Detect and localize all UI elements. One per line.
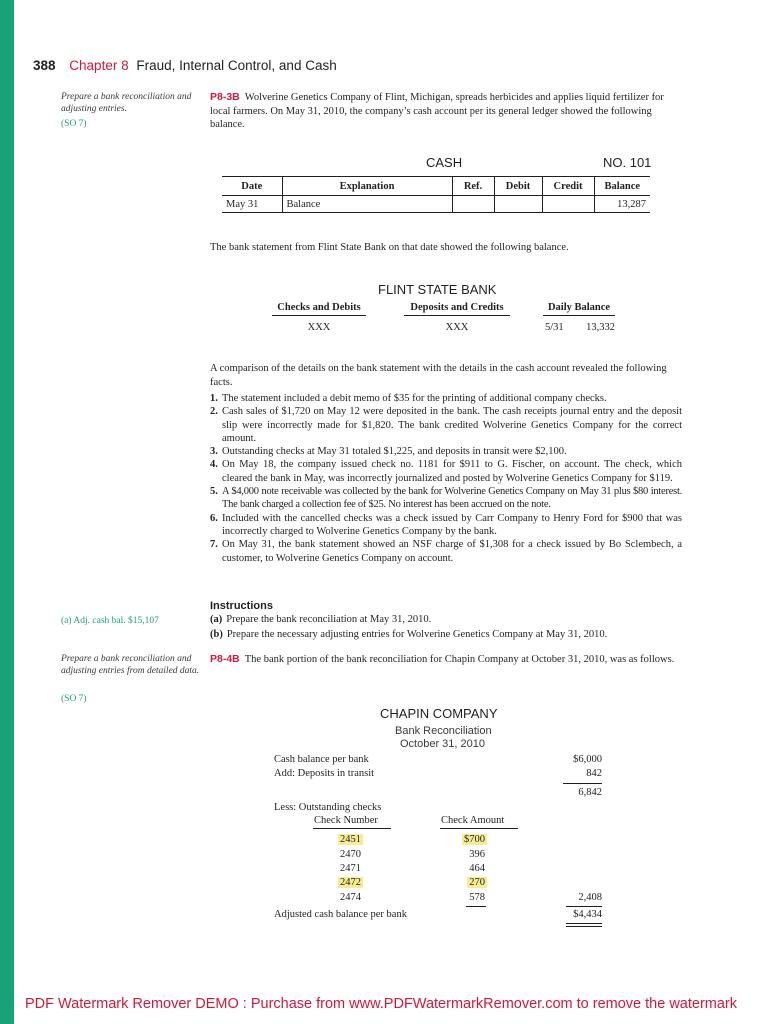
check-number: 2451	[340, 834, 361, 845]
checks-amount-rule	[466, 906, 486, 907]
col-header: Balance	[594, 177, 650, 196]
less-label: Less: Outstanding checks	[274, 802, 382, 813]
cash-balance-label: Cash balance per bank	[274, 754, 369, 765]
problem-label-3b: P8-3B	[210, 91, 240, 103]
fact-number: 4.	[210, 459, 218, 471]
chapter-label: Chapter 8	[69, 58, 129, 73]
bank-deposits-column	[404, 302, 510, 333]
facts-list	[210, 392, 682, 565]
table-row	[338, 834, 363, 845]
margin-so-4b: (SO 7)	[61, 694, 87, 704]
fact-text: Outstanding checks at May 31 totaled $1,225, and deposits in transit were $2,100.	[222, 446, 567, 458]
fact-number: 5.	[210, 486, 218, 498]
fact-text: On May 18, the company issued check no. 1181 for $911 to G. Fischer, on account. The check, which cleared the bank in May, was incorrectly journalized and posted by Wolverine Genetics Company for $119.	[222, 459, 682, 484]
bank-daily-value: 13,332	[586, 322, 615, 333]
bank-daily-row	[543, 322, 615, 333]
bank-checks-column	[272, 302, 366, 333]
check-amount: 270	[469, 877, 485, 888]
check-number: 2474	[340, 892, 361, 903]
table-row	[340, 863, 361, 874]
instruction-label: (a)	[210, 614, 223, 625]
list-item	[210, 512, 682, 539]
problem-3b-intro	[210, 91, 682, 132]
fact-number: 1.	[210, 393, 218, 404]
table-row	[340, 892, 361, 903]
chapter-title: Fraud, Internal Control, and Cash	[136, 58, 337, 73]
instruction-label: (b)	[210, 629, 223, 640]
col-header: Ref.	[452, 177, 494, 196]
subtotal-value: 6,842	[578, 787, 602, 798]
adjusted-value: $4,434	[573, 909, 602, 920]
double-rule-top	[566, 923, 602, 924]
cash-account-number: NO. 101	[603, 155, 652, 170]
cell-credit	[542, 196, 594, 213]
fact-number: 3.	[210, 446, 218, 458]
check-number: 2470	[340, 849, 361, 860]
comparison-intro: A comparison of the details on the bank statement with the details in the cash account revealed the following facts.	[210, 363, 667, 388]
bank-daily-header: Daily Balance	[543, 302, 615, 316]
page-header	[33, 58, 337, 73]
instruction-text: Prepare the necessary adjusting entries for Wolverine Genetics Company at May 31, 2010.	[226, 629, 608, 640]
subtotal-rule	[563, 783, 602, 784]
fact-number: 2.	[210, 406, 218, 418]
watermark-text: PDF Watermark Remover DEMO : Purchase from www.PDFWatermarkRemover.com to remove the watermark	[25, 996, 737, 1012]
reconciliation-subtitle: Bank Reconciliation	[395, 725, 492, 737]
double-rule-bottom	[566, 926, 602, 927]
problem-3b-text: Wolverine Genetics Company of Flint, Michigan, spreads herbicides and applies liquid fertilizer for local farmers. On May 31, 2010, the company’s cash account per its general ledger showed the following balance.	[210, 92, 664, 130]
bank-checks-value: XXX	[307, 322, 331, 333]
fact-text: Included with the cancelled checks was a check issued by Carr Company to Henry Ford for $900 that was incorrectly charged to Wolverine Genetics Company by the bank.	[222, 512, 682, 537]
adjusted-label: Adjusted cash balance per bank	[274, 909, 407, 920]
fact-text: The statement included a debit memo of $35 for the printing of additional company checks.	[222, 393, 607, 404]
deposits-label: Add: Deposits in transit	[274, 768, 375, 779]
check-amount-rule	[440, 828, 518, 829]
margin-objective-4b: Prepare a bank reconciliation and adjusting entries from detailed data.	[61, 654, 200, 676]
list-item	[210, 392, 682, 405]
problem-4b-intro	[210, 653, 682, 667]
checks-total-value: 2,408	[578, 892, 602, 903]
cell-date: May 31	[222, 196, 282, 213]
table-row	[467, 877, 487, 888]
check-amount-header: Check Amount	[441, 815, 505, 826]
table-row	[469, 863, 485, 874]
check-number: 2472	[340, 877, 361, 888]
cell-balance: 13,287	[594, 196, 650, 213]
list-item	[210, 405, 682, 445]
cell-debit	[494, 196, 542, 213]
page-edge-bar	[0, 0, 14, 1024]
cell-ref	[452, 196, 494, 213]
col-header: Debit	[494, 177, 542, 196]
bank-checks-header: Checks and Debits	[272, 302, 366, 316]
problem-label-4b: P8-4B	[210, 653, 240, 665]
reconciliation-date: October 31, 2010	[400, 738, 486, 750]
check-amount: 578	[469, 892, 485, 903]
bank-deposits-value: XXX	[445, 322, 469, 333]
bank-title: FLINT STATE BANK	[378, 282, 497, 297]
col-header: Explanation	[282, 177, 452, 196]
col-header: Credit	[542, 177, 594, 196]
cash-account-title: CASH	[426, 155, 463, 170]
bank-intro: The bank statement from Flint State Bank on that date showed the following balance.	[210, 242, 569, 253]
instructions-heading: Instructions	[210, 600, 273, 612]
list-item	[210, 538, 682, 565]
check-amount: $700	[464, 834, 485, 845]
cash-ledger-table	[222, 176, 650, 213]
list-item	[210, 445, 682, 458]
bank-daily-column	[543, 302, 615, 333]
checks-total-rule	[566, 906, 602, 907]
problem-4b-text: The bank portion of the bank reconciliation for Chapin Company at October 31, 2010, was as follows.	[244, 654, 675, 665]
reconciliation-company: CHAPIN COMPANY	[380, 706, 498, 721]
table-row	[222, 196, 650, 213]
instruction-b	[210, 629, 607, 640]
check-number: 2471	[340, 863, 361, 874]
bank-deposits-header: Deposits and Credits	[404, 302, 510, 316]
table-row	[340, 849, 361, 860]
list-item	[210, 485, 682, 512]
cell-explanation: Balance	[282, 196, 452, 213]
check-number-rule	[313, 828, 391, 829]
table-row	[338, 877, 363, 888]
table-row	[469, 849, 485, 860]
page-number: 388	[33, 58, 56, 73]
col-header: Date	[222, 177, 282, 196]
fact-number: 6.	[210, 512, 218, 524]
fact-text: Cash sales of $1,720 on May 12 were deposited in the bank. The cash receipts journal entry and the deposit slip were incorrectly made for $1,820. The bank credited Wolverine Genetics Company for the correct amount.	[222, 406, 682, 444]
table-row	[469, 892, 485, 903]
check-amount: 464	[469, 863, 485, 874]
fact-text: On May 31, the bank statement showed an NSF charge of $1,308 for a check issued by Bo Sclembech, a customer, to Wolverine Genetics Company on account.	[222, 539, 682, 564]
list-item	[210, 458, 682, 485]
fact-text: A $4,000 note receivable was collected by the bank for Wolverine Genetics Company on May 31 plus $80 interest. The bank charged a collection fee of $25. No interest has been accrued on the note.	[222, 486, 682, 511]
cash-ledger-header-row	[222, 177, 650, 196]
instruction-a	[210, 614, 431, 625]
margin-objective-3b: Prepare a bank reconciliation and adjusting entries.	[61, 92, 192, 114]
check-amount: 396	[469, 849, 485, 860]
bank-daily-date: 5/31	[545, 322, 564, 333]
margin-so-3b: (SO 7)	[61, 119, 87, 129]
answer-note: (a) Adj. cash bal. $15,107	[61, 616, 159, 626]
instruction-text: Prepare the bank reconciliation at May 31, 2010.	[226, 614, 432, 625]
deposits-value: 842	[586, 768, 602, 779]
cash-balance-value: $6,000	[573, 754, 602, 765]
check-number-header: Check Number	[314, 815, 378, 826]
table-row	[462, 834, 487, 845]
fact-number: 7.	[210, 539, 218, 551]
